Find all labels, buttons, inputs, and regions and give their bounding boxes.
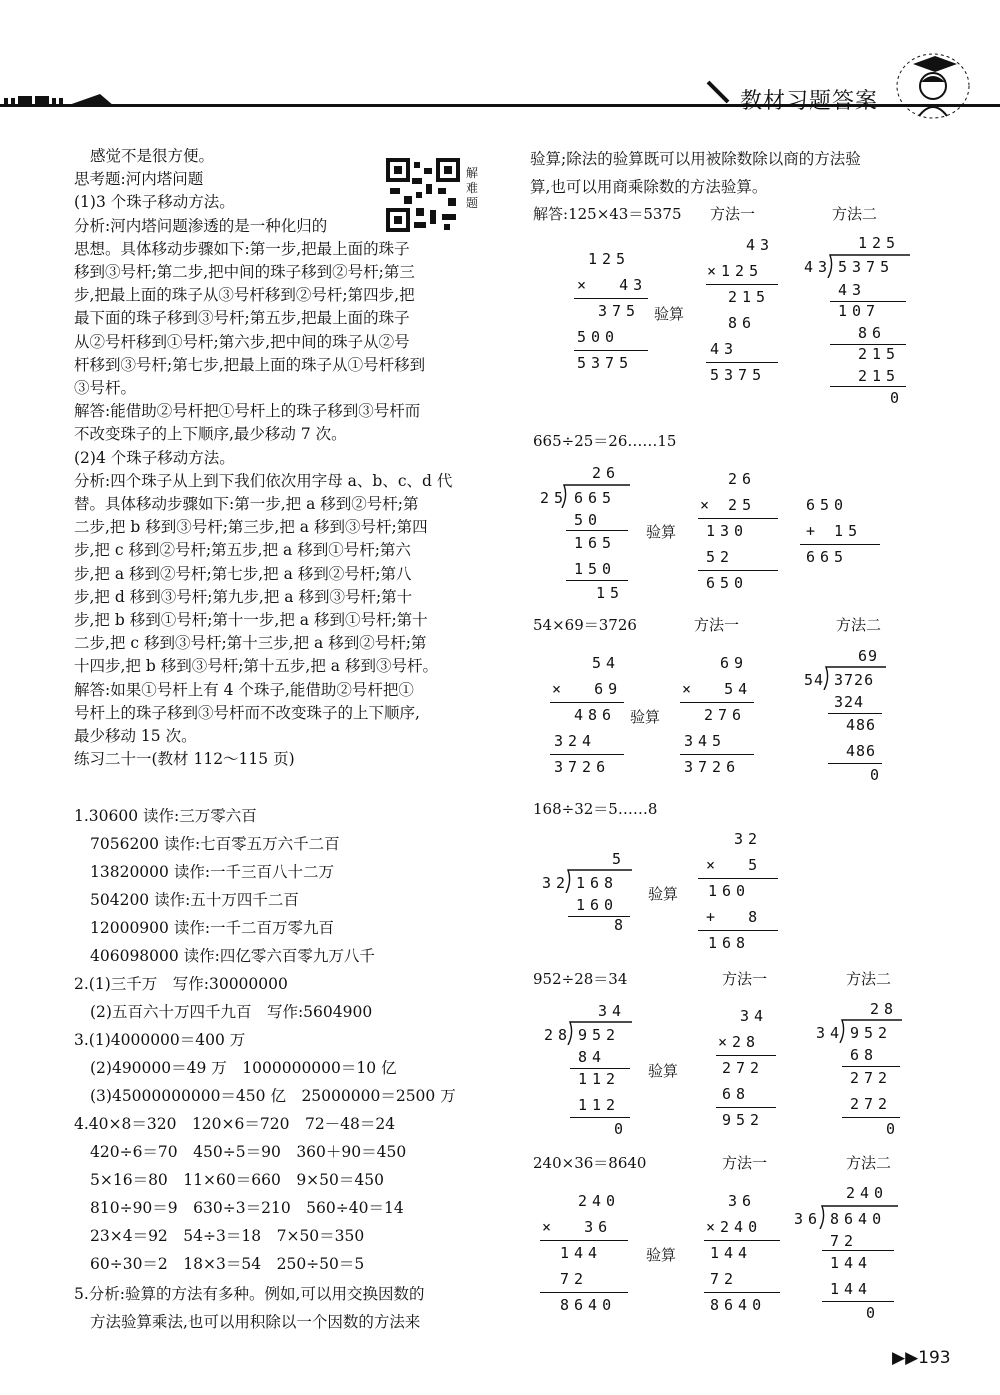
calc-digits: 34 <box>740 1007 769 1025</box>
text-line: ③号杆。 <box>74 379 137 398</box>
calc-digits: 0 <box>890 389 905 407</box>
calc-digits: 215 <box>858 345 901 363</box>
method1-label: 方法一 <box>710 205 756 223</box>
calc-digits: 86 <box>728 314 757 332</box>
calc-digits: 240 <box>578 1192 621 1210</box>
calc-digits: 168 <box>708 934 751 952</box>
calc-digits: 486 <box>846 716 877 734</box>
q4-line: 420÷6＝70 450÷5＝90 360＋90＝450 <box>90 1143 407 1161</box>
text-line: 步,把最上面的珠子从③号杆移到②号杆;第四步,把 <box>74 286 415 305</box>
text-line: 杆移到③号杆;第七步,把最上面的珠子从①号杆移到 <box>74 355 426 374</box>
calc-digits: 486 <box>574 706 617 724</box>
calc-digits: 650 <box>806 496 849 514</box>
text-line: (2)4 个珠子移动方法。 <box>74 448 235 467</box>
quotient: 69 <box>858 647 879 665</box>
calc-digits: 272 <box>722 1059 765 1077</box>
calc-digits: ×125 <box>707 262 764 280</box>
calc-digits: 215 <box>728 288 771 306</box>
divisor: 28 <box>544 1026 573 1044</box>
q4-line: 5×16＝80 11×60＝660 9×50＝450 <box>90 1171 384 1189</box>
calc-digits: 72 <box>710 1270 739 1288</box>
text-line: 感觉不是很方便。 <box>90 147 215 165</box>
calc-digits: 486 <box>846 742 877 760</box>
text-line: 步,把 b 移到①号杆;第十一步,把 a 移到①号杆;第十 <box>74 611 428 630</box>
divisor: 43 <box>804 258 833 276</box>
q2-line: 2.(1)三千万 写作:30000000 <box>74 975 288 993</box>
q1-line: 12000900 读作:一千二百万零九百 <box>90 919 335 937</box>
method2-label: 方法二 <box>846 1154 892 1172</box>
q4-line: 810÷90＝9 630÷3＝210 560÷40＝14 <box>90 1199 404 1217</box>
calc-digits: 160 <box>576 896 619 914</box>
text-line: 移到③号杆;第二步,把中间的珠子移到②号杆;第三 <box>74 263 415 282</box>
check-label: 验算 <box>648 885 679 903</box>
method2-label: 方法二 <box>846 970 892 988</box>
equation: 240×36＝8640 <box>533 1154 647 1172</box>
page-header-title: 教材习题答案 <box>740 89 879 114</box>
check-label: 验算 <box>630 708 661 726</box>
calc-digits: 3726 <box>684 758 741 776</box>
calc-digits: ×28 <box>718 1033 761 1051</box>
answer-label <box>533 203 682 224</box>
q5-line: 方法验算乘法,也可以用积除以一个因数的方法来 <box>90 1313 421 1331</box>
arrow-icon: ▶▶ <box>892 1348 919 1368</box>
text-line: 步,把 c 移到②号杆;第五步,把 a 移到①号杆;第六 <box>74 541 411 560</box>
exercise-heading: 练习二十一(教材 112～115 页) <box>74 750 295 769</box>
calc-digits: 68 <box>850 1046 879 1064</box>
text-line: (1)3 个珠子移动方法。 <box>74 193 235 212</box>
calc-digits: 952 <box>722 1111 765 1129</box>
exercise-answers <box>74 802 494 1336</box>
calc-digits: 107 <box>838 302 881 320</box>
calc-digits: 144 <box>830 1254 873 1272</box>
dividend: 168 <box>576 874 619 892</box>
q1-line: 1.30600 读作:三万零六百 <box>74 807 257 825</box>
equation: 168÷32＝5……8 <box>533 800 658 818</box>
calc-digits: × 25 <box>700 496 757 514</box>
calc-digits: 144 <box>560 1244 603 1262</box>
dividend: 665 <box>574 489 617 507</box>
calc-rule <box>822 1301 894 1302</box>
calc-digits: 272 <box>850 1069 893 1087</box>
calc-digits: 500 <box>577 328 620 346</box>
calc-digits: 112 <box>578 1096 621 1114</box>
calc-digits: 345 <box>684 732 727 750</box>
calc-digits: 5375 <box>577 354 634 372</box>
calc-digits: 0 <box>866 1304 881 1322</box>
right-intro <box>530 145 950 201</box>
text-line: 二步,把 b 移到③号杆;第三步,把 a 移到③号杆;第四 <box>74 518 428 537</box>
divisor: 32 <box>542 874 571 892</box>
calc-digits: 8 <box>614 916 629 934</box>
quotient: 5 <box>612 850 627 868</box>
calc-digits: 50 <box>574 511 603 529</box>
check-label: 验算 <box>646 523 677 541</box>
dividend: 3726 <box>834 671 875 689</box>
method2-label: 方法二 <box>836 616 882 634</box>
text-line: 最下面的珠子移到③号杆;第五步,把最上面的珠子 <box>74 309 410 328</box>
text-line: 从②号杆移到①号杆;第六步,把中间的珠子从②号 <box>74 332 410 351</box>
divisor: 34 <box>816 1024 845 1042</box>
text-line: 解答:如果①号杆上有 4 个珠子,能借助②号杆把① <box>74 680 414 699</box>
calc-digits: × 54 <box>682 680 753 698</box>
calc-digits: 125 <box>588 250 631 268</box>
calc-digits: × 69 <box>552 680 623 698</box>
calc-digits: 43 <box>838 281 867 299</box>
q5-line: 5.分析:验算的方法有多种。例如,可以用交换因数的 <box>74 1285 425 1303</box>
q2-line: (2)五百六十万四千九百 写作:5604900 <box>90 1003 373 1021</box>
calc-digits: 72 <box>830 1232 859 1250</box>
calc-digits: 272 <box>850 1095 893 1113</box>
text-line: 验算;除法的验算既可以用被除数除以商的方法验 <box>530 150 861 168</box>
method1-label: 方法一 <box>722 1154 768 1172</box>
quotient: 28 <box>870 1000 899 1018</box>
divisor: 25 <box>540 489 569 507</box>
q3-line: (3)45000000000＝450 亿 25000000＝2500 万 <box>90 1087 456 1105</box>
calc-digits: + 8 <box>706 908 763 926</box>
calc-digits: × 36 <box>542 1218 613 1236</box>
q1-line: 406098000 读作:四亿零六百零九万八千 <box>90 947 375 965</box>
q4-line: 23×4＝92 54÷3＝18 7×50＝350 <box>90 1227 365 1245</box>
q1-line: 504200 读作:五十万四千二百 <box>90 891 299 909</box>
check-label: 验算 <box>646 1246 677 1264</box>
calc-digits: 0 <box>870 766 885 784</box>
qr-label: 解难题 <box>466 166 479 210</box>
left-column <box>74 145 494 771</box>
calc-digits: 8640 <box>710 1296 767 1314</box>
text-line: 号杆上的珠子移到③号杆而不改变珠子的上下顺序, <box>74 703 420 722</box>
check-label: 验算 <box>654 305 685 323</box>
method2-label: 方法二 <box>832 205 878 223</box>
divisor: 54 <box>804 671 825 689</box>
calc-digits: 69 <box>720 654 749 672</box>
calc-digits: 84 <box>578 1048 607 1066</box>
equation: 54×69＝3726 <box>533 616 637 634</box>
calc-digits: 0 <box>886 1120 901 1138</box>
calc-digits: 650 <box>706 574 749 592</box>
method1-label: 方法一 <box>694 616 740 634</box>
q1-line: 13820000 读作:一千三百八十二万 <box>90 863 335 881</box>
q4-line: 4.40×8＝320 120×6＝720 72－48＝24 <box>74 1115 396 1133</box>
page-number-value: 193 <box>918 1348 951 1368</box>
calc-digits: 112 <box>578 1070 621 1088</box>
quotient: 34 <box>598 1002 627 1020</box>
calc-digits: ×240 <box>706 1218 763 1236</box>
calc-digits: 43 <box>710 340 739 358</box>
calc-digits: 324 <box>554 732 597 750</box>
quotient: 125 <box>858 234 901 252</box>
calc-digits: 3726 <box>554 758 611 776</box>
calc-digits: 144 <box>710 1244 753 1262</box>
calc-digits: × 43 <box>577 276 648 294</box>
text-line: 算,也可以用商乘除数的方法验算。 <box>530 178 768 196</box>
quotient: 26 <box>592 464 621 482</box>
text-line: 最少移动 15 次。 <box>74 727 197 746</box>
calc-digits: 324 <box>834 693 865 711</box>
calc-digits: 276 <box>704 706 747 724</box>
text-line: 思想。具体移动步骤如下:第一步,把最上面的珠子 <box>74 239 410 258</box>
q1-line: 7056200 读作:七百零五万六千二百 <box>90 835 340 853</box>
text-line: 步,把 d 移到③号杆;第九步,把 a 移到③号杆;第十 <box>74 587 413 606</box>
text-line: 替。具体移动步骤如下:第一步,把 a 移到②号杆;第 <box>74 495 419 514</box>
dividend: 5375 <box>838 258 895 276</box>
calc-digits: 26 <box>728 470 757 488</box>
text-line: 步,把 a 移到②号杆;第七步,把 a 移到②号杆;第八 <box>74 564 412 583</box>
dividend: 952 <box>578 1026 621 1044</box>
divisor: 36 <box>794 1210 823 1228</box>
equation: 125×43＝5375 <box>568 205 682 223</box>
answer-prefix: 解答: <box>533 205 569 223</box>
calc-digits: 5375 <box>710 366 767 384</box>
calc-digits: 15 <box>596 584 625 602</box>
calc-digits: 150 <box>574 560 617 578</box>
text-line: 思考题:河内塔问题 <box>74 170 204 189</box>
equation: 665÷25＝26……15 <box>533 432 677 450</box>
calc-digits: 86 <box>858 324 887 342</box>
calc-digits: 36 <box>728 1192 757 1210</box>
page-number <box>892 1348 951 1368</box>
calc-digits: 0 <box>614 1120 629 1138</box>
calc-digits: 52 <box>706 548 735 566</box>
calc-digits: 665 <box>806 548 849 566</box>
dividend: 952 <box>850 1024 893 1042</box>
calc-digits: 215 <box>858 367 901 385</box>
calc-digits: 165 <box>574 534 617 552</box>
quotient: 240 <box>846 1184 889 1202</box>
qr-code-icon[interactable] <box>386 158 460 232</box>
q3-line: (2)490000＝49 万 1000000000＝10 亿 <box>90 1059 397 1077</box>
calc-digits: 32 <box>734 830 763 848</box>
text-line: 十四步,把 b 移到③号杆;第十五步,把 a 移到③号杆。 <box>74 657 438 676</box>
calc-digits: 54 <box>592 654 621 672</box>
q4-line: 60÷30＝2 18×3＝54 250÷50＝5 <box>90 1255 365 1273</box>
calc-digits: × 5 <box>706 856 763 874</box>
text-line: 分析:四个珠子从上到下我们依次用字母 a、b、c、d 代 <box>74 471 453 490</box>
calc-digits: 130 <box>706 522 749 540</box>
text-line: 解答:能借助②号杆把①号杆上的珠子移到③号杆而 <box>74 402 421 421</box>
dividend: 8640 <box>830 1210 887 1228</box>
text-line: 二步,把 c 移到③号杆;第十三步,把 a 移到②号杆;第 <box>74 634 427 653</box>
calc-digits: 375 <box>598 302 641 320</box>
text-line: 不改变珠子的上下顺序,最少移动 7 次。 <box>74 425 347 444</box>
check-label: 验算 <box>648 1062 679 1080</box>
check-icon <box>706 80 732 106</box>
calc-digits: + 15 <box>806 522 863 540</box>
calc-digits: 43 <box>746 236 775 254</box>
calc-digits: 68 <box>722 1085 751 1103</box>
equation: 952÷28＝34 <box>533 970 628 988</box>
calc-digits: 72 <box>560 1270 589 1288</box>
student-avatar-icon <box>893 46 973 120</box>
calc-digits: 8640 <box>560 1296 617 1314</box>
calc-digits: 144 <box>830 1280 873 1298</box>
text-line: 分析:河内塔问题渗透的是一种化归的 <box>74 216 328 235</box>
method1-label: 方法一 <box>722 970 768 988</box>
q3-line: 3.(1)4000000＝400 万 <box>74 1031 246 1049</box>
calc-digits: 160 <box>708 882 751 900</box>
